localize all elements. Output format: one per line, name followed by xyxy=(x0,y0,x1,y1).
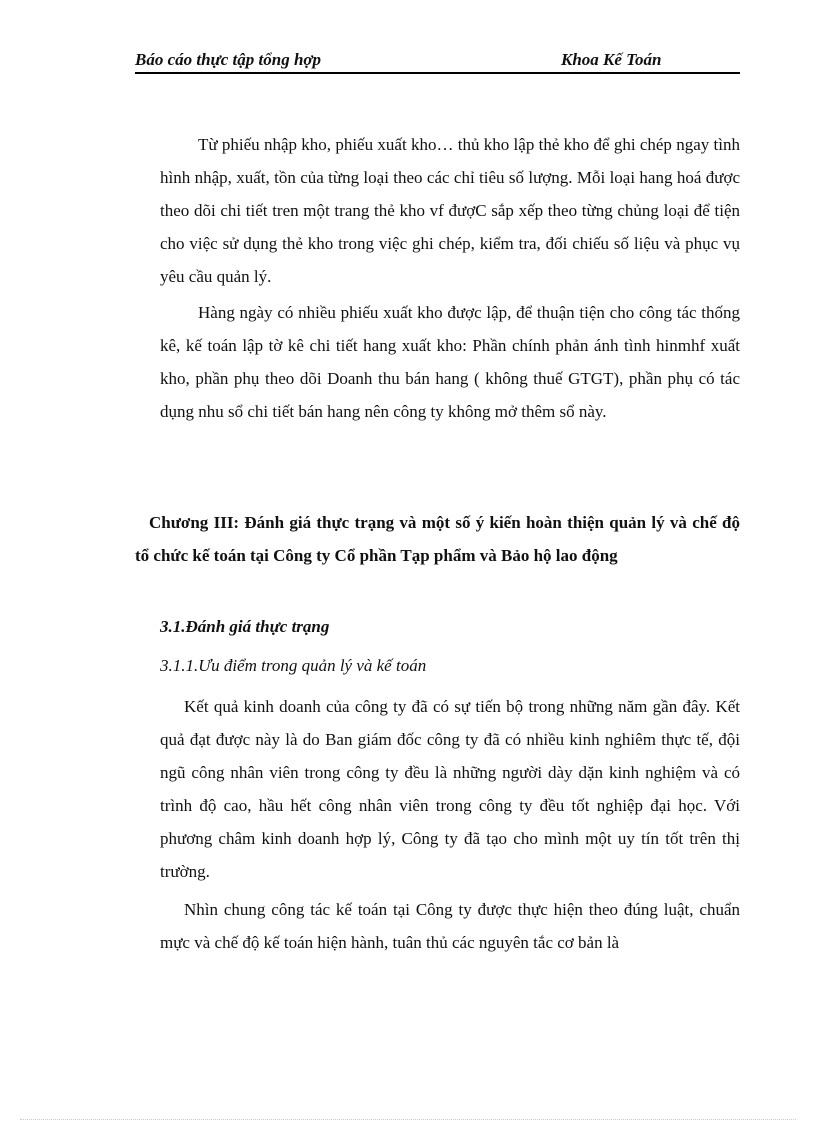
section-heading: 3.1.Đánh giá thực trạng xyxy=(160,617,330,636)
subsection-heading: 3.1.1.Ưu điểm trong quản lý và kế toán xyxy=(160,656,427,675)
page-bottom-divider xyxy=(20,1119,796,1120)
header-department: Khoa Kế Toán xyxy=(561,50,662,69)
header-report-title: Báo cáo thực tập tổng hợp xyxy=(135,50,322,69)
body-paragraph-4: Nhìn chung công tác kế toán tại Công ty được thực hiện theo đúng luật, chuẩn mực và chế độ kế toán hiện hành, tuân thủ các nguyên tắc cơ bản là xyxy=(160,900,740,952)
chapter-heading: Chương III: Đánh giá thực trạng và một số ý kiến hoàn thiện quản lý và chế độ tổ chức kế toán tại Công ty Cổ phần Tạp phẩm và Bảo hộ lao động xyxy=(135,513,740,565)
body-paragraph-2: Hàng ngày có nhiều phiếu xuất kho được lập, để thuận tiện cho công tác thống kê, kế toán lập tờ kê chi tiết hang xuất kho: Phần chính phản ánh tình hinmhf xuất kho, phần phụ theo dõi Doanh thu bán hang ( không thuế GTGT), phần phụ có tác dụng nhu sổ chi tiết bán hang nên công ty không mở thêm sổ này. xyxy=(160,303,740,421)
page-header xyxy=(135,48,740,74)
body-paragraph-1: Từ phiếu nhập kho, phiếu xuất kho… thủ kho lập thẻ kho để ghi chép ngay tình hình nhập, xuất, tồn của từng loại theo các chỉ tiêu số lượng. Mỗi loại hang hoá được theo dõi chi tiết tren một trang thẻ kho vf đượC sắp xếp theo từng chủng loại để tiện cho việc sử dụng thẻ kho trong việc ghi chép, kiểm tra, đối chiếu số liệu và phục vụ yêu cầu quản lý. xyxy=(160,135,740,286)
body-paragraph-3: Kết quả kinh doanh của công ty đã có sự tiến bộ trong những năm gần đây. Kết quả đạt được này là do Ban giám đốc công ty đã có nhiều kinh nghiêm thực tế, đội ngũ công nhân viên trong công ty đều là những người dày dặn kinh nghiệm và có trình độ cao, hầu hết công nhân viên trong công ty đều tốt nghiệp đại học. Với phương châm kinh doanh hợp lý, Công ty đã tạo cho mình một uy tín tốt trên thị trường. xyxy=(160,697,740,881)
